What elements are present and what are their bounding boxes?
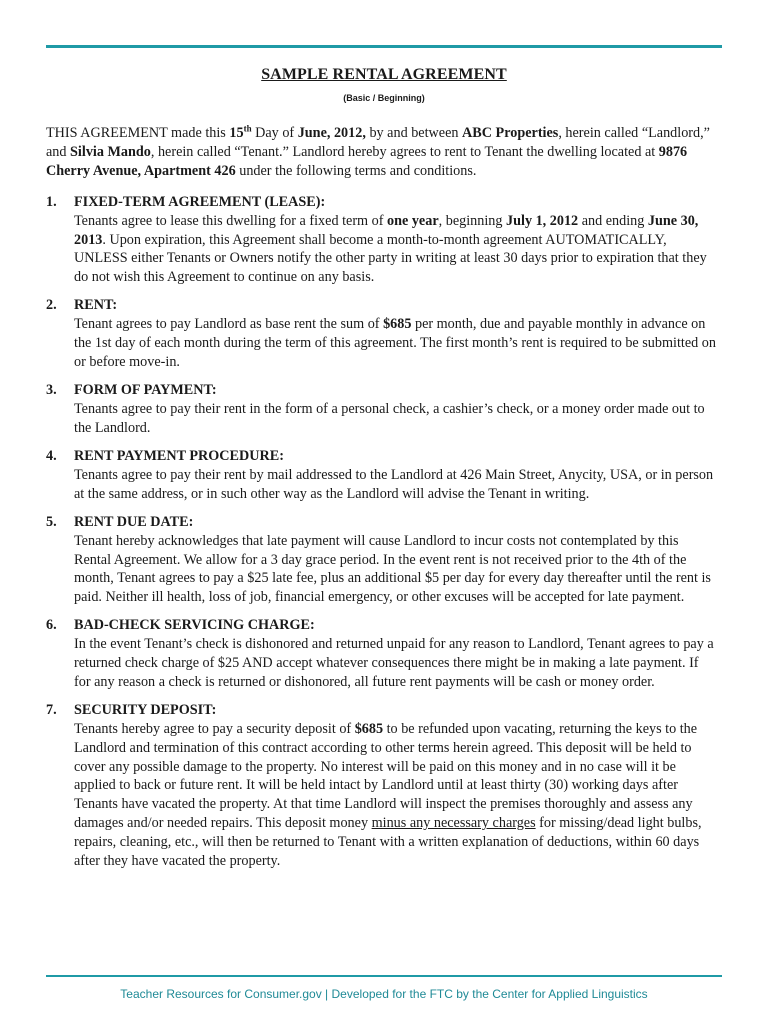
lease-start-date: July 1, 2012 <box>506 212 579 229</box>
section-number: 5. <box>46 513 57 530</box>
section-heading: RENT PAYMENT PROCEDURE: <box>74 448 284 465</box>
section-body: Tenants agree to lease this dwelling for a fixed term of one year, beginning July 1, 2012 and ending June 30, 2013. Upon expiration, this Agreement shall become a month-to-month agreement AUTOMATICALLY, UNLESS either Tenants or Owners notify the other party in writing at least 30 days prior to expiration that they do not wish this Agreement to continue on any basis. <box>74 212 707 286</box>
section-form-of-payment <box>46 381 716 437</box>
section-body: In the event Tenant’s check is dishonored and returned unpaid for any reason to Landlord, Tenant agrees to pay a returned check charge of $25 AND accept whatever consequences there might be in making a late payment. If for any reason a check is returned or dishonored, all future rent payments will be cash or money order. <box>74 636 714 690</box>
document-title: SAMPLE RENTAL AGREEMENT <box>261 66 507 83</box>
bottom-divider <box>46 975 722 977</box>
section-number: 4. <box>46 448 57 465</box>
rent-amount: $685 <box>383 316 412 333</box>
document-subtitle: (Basic / Beginning) <box>343 93 425 103</box>
agreement-day: 15 <box>229 125 244 141</box>
section-heading: BAD-CHECK SERVICING CHARGE: <box>74 617 315 634</box>
footer-credit: Teacher Resources for Consumer.gov | Developed for the FTC by the Center for Applied Linguistics <box>120 987 648 1001</box>
section-number: 6. <box>46 617 57 634</box>
section-security-deposit <box>46 701 716 870</box>
underlined-phrase: minus any necessary charges <box>371 814 536 831</box>
section-number: 2. <box>46 297 57 314</box>
section-heading: SECURITY DEPOSIT: <box>74 702 217 719</box>
landlord-name: ABC Properties <box>462 125 559 141</box>
section-body: Tenants agree to pay their rent in the form of a personal check, a cashier’s check, or a money order made out to the Landlord. <box>74 400 705 436</box>
property-address: 9876 Cherry Avenue, Apartment 426 <box>46 144 688 179</box>
section-payment-procedure <box>46 447 716 503</box>
section-number: 1. <box>46 194 57 210</box>
section-number: 3. <box>46 382 57 399</box>
section-rent <box>46 296 716 371</box>
section-heading: FORM OF PAYMENT: <box>74 382 217 399</box>
tenant-name: Silvia Mando <box>70 144 151 160</box>
section-body: Tenants agree to pay their rent by mail addressed to the Landlord at 426 Main Street, Anycity, USA, or in person at the same address, or in such other way as the Landlord will advise the Tenant in writing. <box>74 466 714 502</box>
terms-list <box>46 193 716 880</box>
section-body: Tenant agrees to pay Landlord as base rent the sum of $685 per month, due and payable monthly in advance on the 1st day of each month during the term of this agreement. The first month’s rent is required to be submitted on or before move-in. <box>74 316 716 370</box>
section-heading: FIXED-TERM AGREEMENT (LEASE): <box>74 194 326 210</box>
agreement-month-year: June, 2012, <box>297 125 366 141</box>
section-heading: RENT: <box>74 297 118 314</box>
section-number: 7. <box>46 702 57 719</box>
section-bad-check-charge <box>46 616 716 691</box>
lease-end-date: June 30, 2013 <box>74 212 699 248</box>
section-fixed-term <box>46 193 716 287</box>
intro-paragraph: THIS AGREEMENT made this 15th Day of June, 2012, by and between ABC Properties, herein called “Landlord,” and Silvia Mando, herein called “Tenant.” Landlord hereby agrees to rent to Tenant the dwelling located at 9876 Cherry Avenue, Apartment 426 under the following terms and conditions. <box>46 123 710 179</box>
section-body: Tenant hereby acknowledges that late payment will cause Landlord to incur costs not contemplated by this Rental Agreement. We allow for a 3 day grace period. In the event rent is not received prior to the 4th of the month, Tenant agrees to pay a $25 late fee, plus an additional $5 per day for every day thereafter until the rent is paid. Neither ill health, loss of job, financial emergency, or other excuses will be accepted for late payment. <box>74 532 711 606</box>
section-body: Tenants hereby agree to pay a security deposit of $685 to be refunded upon vacating, returning the keys to the Landlord and termination of this contract according to other terms herein agreed. This deposit will be held to cover any possible damage to the property. No interest will be paid on this money and in no case will it be applied to back or future rent. It will be held intact by Landlord until at least thirty (30) working days after Tenants have vacated the property. At that time Landlord will inspect the premises thoroughly and assess any damages and/or needed repairs. This deposit money minus any necessary charges for missing/dead light bulbs, repairs, cleaning, etc., will then be returned to Tenant with a written explanation of deductions, within 60 days after they have vacated the property. <box>74 720 702 869</box>
top-divider <box>46 45 722 48</box>
lease-term: one year <box>387 212 439 229</box>
section-rent-due-date <box>46 513 716 607</box>
section-heading: RENT DUE DATE: <box>74 513 194 530</box>
deposit-amount: $685 <box>354 720 384 737</box>
